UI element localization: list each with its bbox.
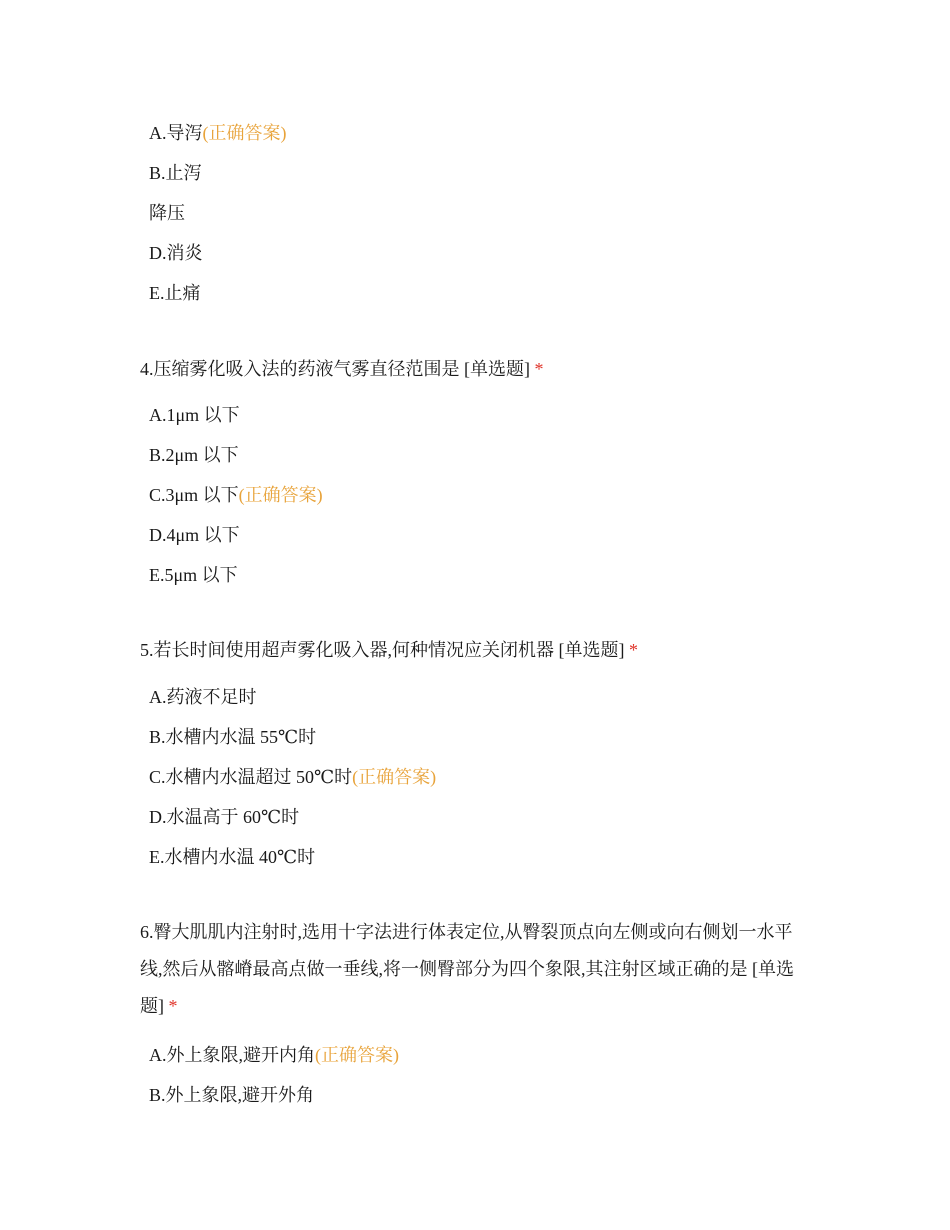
correct-answer-tag: (正确答案) [238,485,323,505]
correct-answer-tag: (正确答案) [315,1045,399,1065]
q3-option-b [149,161,202,185]
q5-option-b [149,725,316,749]
option-text: B.2μm 以下 [149,445,239,465]
q4-option-a [149,403,240,427]
question-text: 6.臀大肌肌内注射时,选用十字法进行体表定位,从臀裂顶点向左侧或向右侧划一水平线,然后从髂嵴最高点做一垂线,将一侧臀部分为四个象限,其注射区域正确的是 [单选题] [140,922,794,1016]
option-text: A.导泻 [149,123,203,143]
option-text: 降压 [149,203,185,223]
required-mark: * [534,359,544,379]
required-mark: * [168,996,178,1016]
q5-option-a [149,685,257,709]
q3-option-a [149,121,287,145]
q3-option-e [149,281,201,305]
question-text: 5.若长时间使用超声雾化吸入器,何种情况应关闭机器 [单选题] [140,640,625,660]
option-text: B.止泻 [149,163,202,183]
option-text: D.水温高于 60℃时 [149,807,300,827]
question-5 [140,632,810,669]
q4-option-b [149,443,239,467]
option-text: C.3μm 以下 [149,485,239,505]
q4-option-e [149,563,238,587]
required-mark: * [629,640,638,660]
option-text: E.5μm 以下 [149,565,238,585]
option-text: D.消炎 [149,243,203,263]
question-6 [140,914,810,1025]
q6-option-b [149,1083,314,1107]
q3-option-d [149,241,203,265]
option-text: A.药液不足时 [149,687,257,707]
q3-option-c [149,201,185,225]
correct-answer-tag: (正确答案) [202,123,287,143]
option-text: C.水槽内水温超过 50℃时 [149,767,353,787]
q4-option-c [149,483,323,507]
option-text: E.水槽内水温 40℃时 [149,847,316,867]
option-text: E.止痛 [149,283,201,303]
q5-option-c [149,765,436,789]
option-text: B.外上象限,避开外角 [149,1085,315,1105]
correct-answer-tag: (正确答案) [352,767,437,787]
q5-option-d [149,805,299,829]
question-text: 4.压缩雾化吸入法的药液气雾直径范围是 [单选题] [140,359,530,379]
q4-option-d [149,523,240,547]
option-text: A.1μm 以下 [149,405,240,425]
option-text: D.4μm 以下 [149,525,240,545]
option-text: A.外上象限,避开内角 [149,1045,315,1065]
q5-option-e [149,845,315,869]
q6-option-a [149,1043,399,1067]
question-4 [140,351,810,388]
option-text: B.水槽内水温 55℃时 [149,727,317,747]
